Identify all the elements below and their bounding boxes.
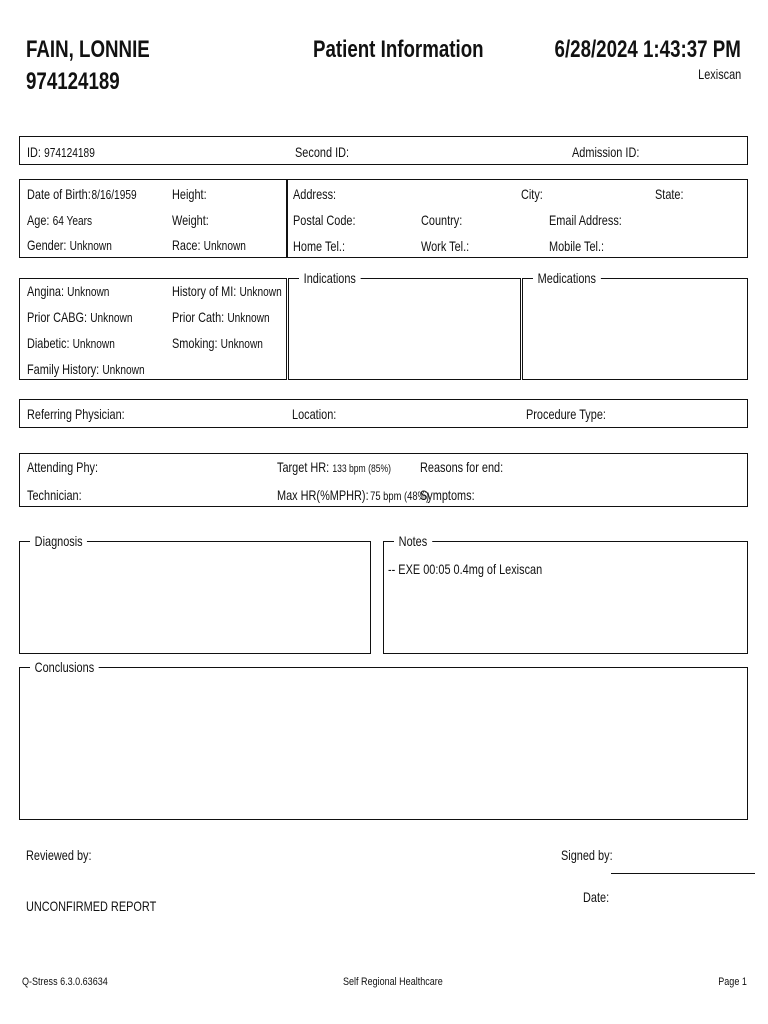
page-title: Patient Information — [313, 36, 484, 63]
id-field: ID: 974124189 — [27, 144, 95, 160]
mi-history-field: History of MI: Unknown — [172, 283, 282, 299]
ids-section — [19, 136, 748, 165]
report-status: UNCONFIRMED REPORT — [26, 898, 157, 914]
diagnosis-panel — [19, 533, 371, 654]
demographics-section — [19, 179, 287, 258]
weight-label: Weight: — [172, 212, 209, 228]
notes-text: -- EXE 00:05 0.4mg of Lexiscan — [388, 561, 543, 577]
height-label: Height: — [172, 186, 207, 202]
contact-section — [287, 179, 748, 258]
angina-field: Angina: Unknown — [27, 283, 110, 299]
protocol-name: Lexiscan — [697, 66, 741, 82]
medications-legend: Medications — [533, 270, 601, 286]
diagnosis-legend: Diagnosis — [30, 533, 87, 549]
notes-panel — [383, 533, 748, 654]
software-version: Q-Stress 6.3.0.63634 — [22, 976, 108, 988]
smoking-field: Smoking: Unknown — [172, 335, 263, 351]
country-label: Country: — [421, 212, 463, 228]
indications-legend: Indications — [299, 270, 361, 286]
mobile-tel-label: Mobile Tel.: — [549, 238, 605, 254]
diabetic-field: Diabetic: Unknown — [27, 335, 115, 351]
signed-by-label: Signed by: — [561, 847, 613, 863]
work-tel-label: Work Tel.: — [421, 238, 470, 254]
prior-cath-field: Prior Cath: Unknown — [172, 309, 270, 325]
symptoms-label: Symptoms: — [420, 487, 475, 503]
race-field: Race: Unknown — [172, 237, 246, 253]
target-hr-field: Target HR: 133 bpm (85%) — [277, 459, 391, 475]
gender-field: Gender: Unknown — [27, 237, 112, 253]
prior-cabg-field: Prior CABG: Unknown — [27, 309, 133, 325]
reviewed-by-label: Reviewed by: — [26, 847, 92, 863]
technician-label: Technician: — [27, 487, 82, 503]
page-number: Page 1 — [718, 976, 747, 988]
location-label: Location: — [292, 406, 337, 422]
address-label: Address: — [293, 186, 337, 202]
email-label: Email Address: — [549, 212, 622, 228]
patient-name: FAIN, LONNIE — [26, 36, 150, 63]
max-hr-field: Max HR(%MPHR): 75 bpm (48%) — [277, 487, 429, 503]
test-section — [19, 453, 748, 507]
report-datetime: 6/28/2024 1:43:37 PM — [554, 36, 741, 63]
conclusions-panel — [19, 659, 748, 820]
city-label: City: — [521, 186, 543, 202]
reasons-for-end-label: Reasons for end: — [420, 459, 504, 475]
admission-id-label: Admission ID: — [572, 144, 640, 160]
id-value: 974124189 — [44, 145, 95, 160]
postal-code-label: Postal Code: — [293, 212, 356, 228]
age-field: Age: 64 Years — [27, 212, 93, 228]
state-label: State: — [655, 186, 684, 202]
patient-number: 974124189 — [26, 68, 120, 95]
family-history-field: Family History: Unknown — [27, 361, 145, 377]
dob-field: Date of Birth:8/16/1959 — [27, 186, 137, 202]
attending-phy-label: Attending Phy: — [27, 459, 99, 475]
second-id-label: Second ID: — [295, 144, 350, 160]
indications-panel — [288, 270, 521, 380]
conclusions-legend: Conclusions — [30, 659, 99, 675]
referral-section — [19, 399, 748, 428]
medications-panel — [522, 270, 748, 380]
date-label: Date: — [583, 889, 610, 905]
procedure-type-label: Procedure Type: — [526, 406, 606, 422]
signature-line — [611, 873, 755, 874]
home-tel-label: Home Tel.: — [293, 238, 346, 254]
referring-physician-label: Referring Physician: — [27, 406, 125, 422]
institution-name: Self Regional Healthcare — [343, 976, 443, 988]
notes-legend: Notes — [394, 533, 432, 549]
history-section — [19, 278, 287, 380]
